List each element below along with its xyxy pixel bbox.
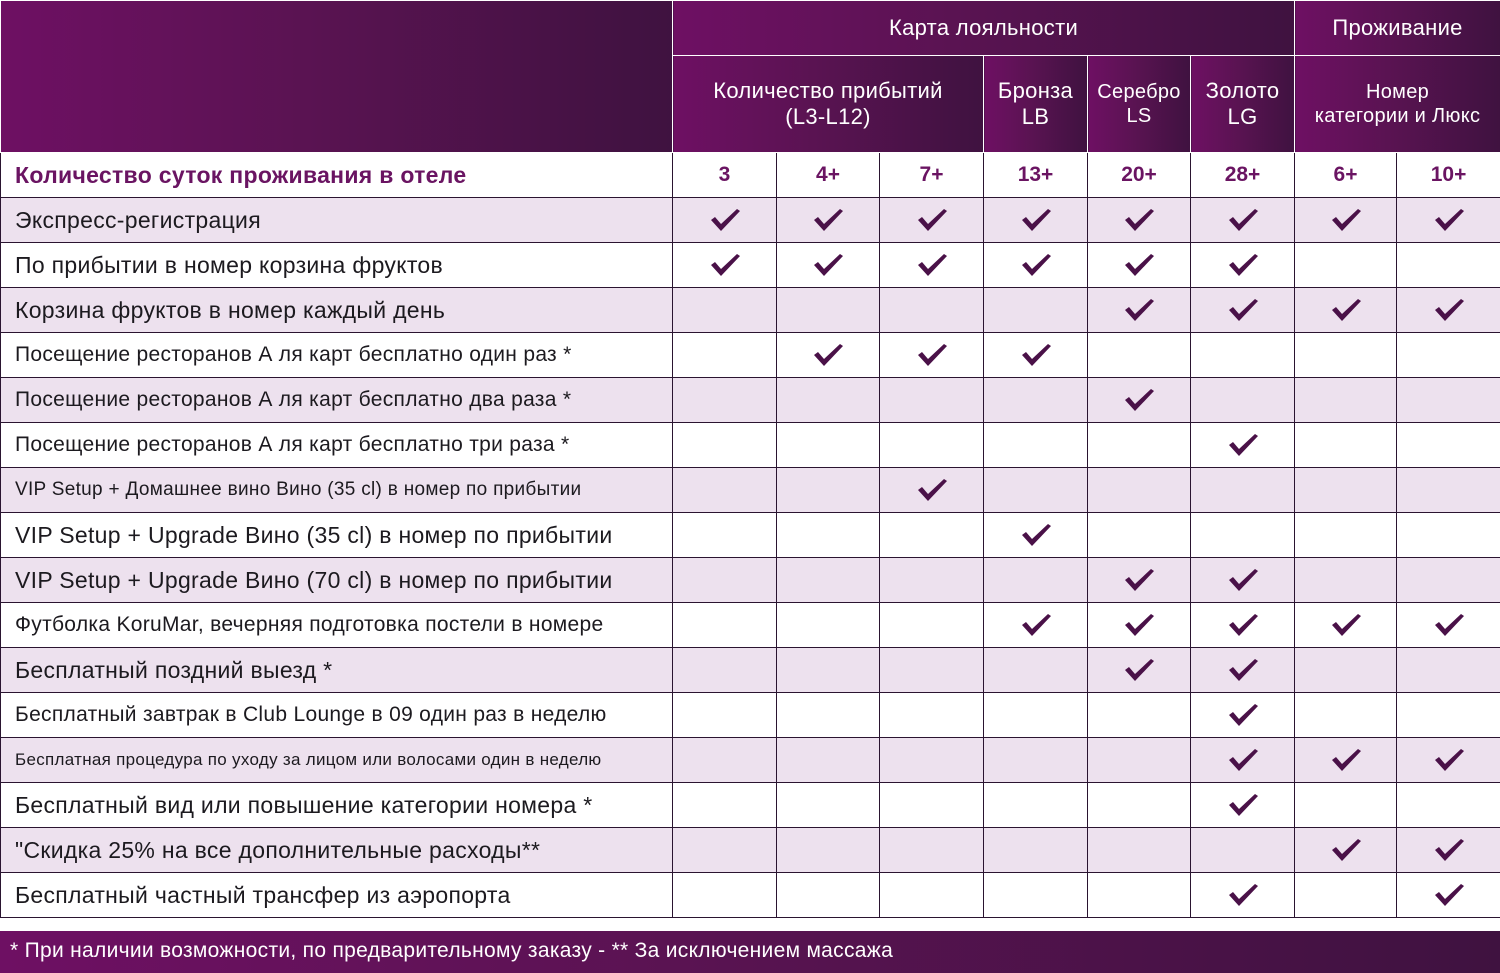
benefit-cell [984, 738, 1088, 783]
nights-value: 3 [673, 153, 777, 198]
header-arrivals-line2: (L3-L12) [785, 104, 871, 129]
table-row [1, 648, 1500, 693]
benefit-cell [1397, 513, 1500, 558]
check-icon [1123, 297, 1155, 323]
benefit-label: По прибытии в номер корзина фруктов [1, 243, 673, 288]
benefit-cell [777, 603, 880, 648]
benefit-cell [673, 288, 777, 333]
benefit-cell [1397, 333, 1500, 378]
check-icon [1433, 612, 1465, 638]
header-gold-line1: Золото [1205, 78, 1280, 103]
benefit-label: Бесплатный поздний выезд * [1, 648, 673, 693]
benefit-label: Корзина фруктов в номер каждый день [1, 288, 673, 333]
benefit-cell [880, 333, 984, 378]
benefit-cell [777, 738, 880, 783]
benefit-cell [673, 693, 777, 738]
table-row [1, 198, 1500, 243]
check-icon [1330, 297, 1362, 323]
nights-value: 6+ [1295, 153, 1397, 198]
benefit-cell [1295, 333, 1397, 378]
benefit-cell [1191, 288, 1295, 333]
header-bronze-line1: Бронза [997, 78, 1074, 103]
benefit-cell [673, 423, 777, 468]
benefit-cell [984, 288, 1088, 333]
benefit-cell [1088, 468, 1191, 513]
benefit-cell [984, 693, 1088, 738]
benefit-cell [1191, 333, 1295, 378]
benefit-cell [1191, 198, 1295, 243]
benefit-cell [880, 468, 984, 513]
benefit-cell [1191, 783, 1295, 828]
benefit-cell [673, 828, 777, 873]
benefit-cell [673, 333, 777, 378]
benefit-cell [777, 288, 880, 333]
benefit-cell [1088, 333, 1191, 378]
benefit-cell [1088, 648, 1191, 693]
benefit-cell [880, 693, 984, 738]
benefit-cell [777, 693, 880, 738]
benefit-cell [1397, 468, 1500, 513]
benefit-cell [777, 828, 880, 873]
benefit-cell [1191, 738, 1295, 783]
benefit-cell [1397, 288, 1500, 333]
benefit-label: Футболка KoruMar, вечерняя подготовка постели в номере [1, 603, 673, 648]
benefit-cell [1191, 558, 1295, 603]
nights-label: Количество суток проживания в отеле [1, 153, 673, 198]
benefit-cell [984, 783, 1088, 828]
benefit-label: VIP Setup + Домашнее вино Вино (35 cl) в номер по прибытии [1, 468, 673, 513]
benefit-label: Посещение ресторанов А ля карт бесплатно два раза * [1, 378, 673, 423]
benefit-cell [673, 243, 777, 288]
header-stay-group: Проживание [1295, 1, 1500, 56]
header-room-category [1295, 56, 1500, 153]
benefit-cell [1088, 198, 1191, 243]
check-icon [1227, 792, 1259, 818]
check-icon [1123, 207, 1155, 233]
benefit-cell [880, 873, 984, 918]
benefit-cell [777, 873, 880, 918]
benefit-cell [1397, 423, 1500, 468]
benefit-cell [984, 468, 1088, 513]
benefit-label: Посещение ресторанов А ля карт бесплатно три раза * [1, 423, 673, 468]
check-icon [1227, 207, 1259, 233]
table-row [1, 558, 1500, 603]
check-icon [812, 342, 844, 368]
check-icon [1227, 612, 1259, 638]
benefit-label: VIP Setup + Upgrade Вино (35 cl) в номер по прибытии [1, 513, 673, 558]
benefit-cell [1191, 648, 1295, 693]
benefit-cell [1191, 513, 1295, 558]
check-icon [1330, 837, 1362, 863]
check-icon [1227, 702, 1259, 728]
header-loyalty-group: Карта лояльности [673, 1, 1295, 56]
benefit-cell [1191, 828, 1295, 873]
table-row [1, 603, 1500, 648]
nights-value: 20+ [1088, 153, 1191, 198]
benefit-cell [1295, 378, 1397, 423]
benefit-cell [1191, 423, 1295, 468]
benefit-cell [1191, 603, 1295, 648]
check-icon [1433, 207, 1465, 233]
check-icon [1123, 612, 1155, 638]
benefit-cell [984, 378, 1088, 423]
check-icon [1123, 567, 1155, 593]
benefit-cell [880, 243, 984, 288]
check-icon [916, 207, 948, 233]
benefit-cell [1088, 378, 1191, 423]
benefit-cell [1397, 558, 1500, 603]
benefit-cell [1397, 693, 1500, 738]
benefit-cell [777, 198, 880, 243]
benefit-cell [1295, 783, 1397, 828]
header-silver-line2: LS [1126, 105, 1152, 127]
benefit-cell [880, 513, 984, 558]
header-row-groups [1, 1, 1500, 56]
benefit-cell [673, 198, 777, 243]
benefit-cell [1397, 603, 1500, 648]
check-icon [1433, 297, 1465, 323]
benefit-cell [1397, 378, 1500, 423]
benefit-cell [1397, 198, 1500, 243]
benefit-cell [984, 603, 1088, 648]
check-icon [1227, 882, 1259, 908]
table-row [1, 873, 1500, 918]
benefit-cell [673, 558, 777, 603]
benefit-cell [777, 243, 880, 288]
check-icon [1123, 387, 1155, 413]
benefit-cell [1397, 783, 1500, 828]
benefit-cell [673, 738, 777, 783]
benefit-cell [984, 558, 1088, 603]
check-icon [709, 207, 741, 233]
benefit-cell [673, 873, 777, 918]
header-silver [1088, 56, 1191, 153]
benefit-cell [1397, 648, 1500, 693]
benefit-cell [1295, 873, 1397, 918]
benefit-cell [1295, 603, 1397, 648]
nights-value: 13+ [984, 153, 1088, 198]
benefit-cell [1088, 828, 1191, 873]
benefit-cell [1295, 648, 1397, 693]
check-icon [916, 477, 948, 503]
benefit-cell [777, 513, 880, 558]
benefit-cell [880, 648, 984, 693]
check-icon [1330, 612, 1362, 638]
header-gold-line2: LG [1227, 104, 1258, 129]
benefit-cell [1295, 693, 1397, 738]
benefit-label: Экспресс-регистрация [1, 198, 673, 243]
check-icon [1433, 837, 1465, 863]
benefit-cell [1088, 558, 1191, 603]
check-icon [1227, 252, 1259, 278]
table-row [1, 828, 1500, 873]
check-icon [1433, 747, 1465, 773]
benefit-cell [880, 783, 984, 828]
benefit-cell [984, 333, 1088, 378]
benefit-label: Посещение ресторанов А ля карт бесплатно один раз * [1, 333, 673, 378]
benefit-cell [1191, 243, 1295, 288]
benefit-cell [1295, 198, 1397, 243]
check-icon [1227, 432, 1259, 458]
nights-row [1, 153, 1500, 198]
benefit-cell [880, 423, 984, 468]
benefit-cell [1397, 243, 1500, 288]
benefit-label: Бесплатный частный трансфер из аэропорта [1, 873, 673, 918]
benefit-cell [673, 783, 777, 828]
check-icon [709, 252, 741, 278]
benefit-label: Бесплатный вид или повышение категории номера * [1, 783, 673, 828]
benefit-cell [1295, 288, 1397, 333]
header-room-line1: Номер [1366, 81, 1430, 103]
benefit-cell [777, 648, 880, 693]
benefit-cell [880, 738, 984, 783]
benefit-cell [777, 333, 880, 378]
benefit-cell [880, 828, 984, 873]
header-corner [1, 1, 673, 153]
benefit-cell [1191, 873, 1295, 918]
benefit-cell [1295, 423, 1397, 468]
benefit-cell [1088, 873, 1191, 918]
table-row [1, 513, 1500, 558]
check-icon [1020, 612, 1052, 638]
check-icon [1020, 252, 1052, 278]
header-bronze-line2: LB [1021, 104, 1050, 129]
benefit-cell [984, 513, 1088, 558]
table-row [1, 333, 1500, 378]
check-icon [1433, 882, 1465, 908]
check-icon [1020, 207, 1052, 233]
benefit-cell [1191, 468, 1295, 513]
benefit-cell [777, 783, 880, 828]
benefit-cell [777, 558, 880, 603]
table-row [1, 378, 1500, 423]
table-row [1, 423, 1500, 468]
benefit-cell [1295, 558, 1397, 603]
benefit-label: Бесплатная процедура по уходу за лицом или волосами один в неделю [1, 738, 673, 783]
check-icon [1227, 567, 1259, 593]
check-icon [916, 342, 948, 368]
header-arrivals [673, 56, 984, 153]
nights-value: 10+ [1397, 153, 1500, 198]
benefit-cell [1088, 693, 1191, 738]
benefit-cell [673, 603, 777, 648]
benefit-cell [1397, 873, 1500, 918]
benefit-cell [880, 603, 984, 648]
benefit-cell [673, 378, 777, 423]
benefit-cell [880, 378, 984, 423]
benefit-cell [1088, 513, 1191, 558]
benefit-cell [984, 423, 1088, 468]
table-row [1, 693, 1500, 738]
benefit-cell [1295, 243, 1397, 288]
nights-value: 4+ [777, 153, 880, 198]
benefit-cell [673, 513, 777, 558]
benefit-label: "Скидка 25% на все дополнительные расходы** [1, 828, 673, 873]
benefit-cell [1088, 423, 1191, 468]
benefit-cell [1295, 468, 1397, 513]
nights-value: 7+ [880, 153, 984, 198]
header-gold [1191, 56, 1295, 153]
benefit-cell [1191, 693, 1295, 738]
header-room-line2: категории и Люкс [1314, 105, 1481, 127]
benefit-cell [1295, 513, 1397, 558]
check-icon [1020, 342, 1052, 368]
check-icon [1330, 747, 1362, 773]
footer-note: * При наличии возможности, по предварительному заказу - ** За исключением массажа [0, 931, 1500, 973]
check-icon [1227, 747, 1259, 773]
benefit-cell [1295, 738, 1397, 783]
table-row [1, 783, 1500, 828]
benefit-cell [777, 468, 880, 513]
check-icon [1123, 252, 1155, 278]
benefit-label: VIP Setup + Upgrade Вино (70 cl) в номер по прибытии [1, 558, 673, 603]
header-bronze [984, 56, 1088, 153]
check-icon [916, 252, 948, 278]
benefit-cell [984, 648, 1088, 693]
check-icon [1330, 207, 1362, 233]
check-icon [812, 207, 844, 233]
benefit-cell [880, 198, 984, 243]
header-silver-line1: Серебро [1097, 81, 1181, 103]
table-row [1, 738, 1500, 783]
check-icon [1123, 657, 1155, 683]
benefit-cell [1191, 378, 1295, 423]
benefit-cell [984, 198, 1088, 243]
benefit-cell [984, 828, 1088, 873]
table-row [1, 243, 1500, 288]
header-arrivals-line1: Количество прибытий [713, 78, 943, 103]
benefit-cell [673, 468, 777, 513]
table-row [1, 468, 1500, 513]
benefit-cell [1397, 738, 1500, 783]
benefit-cell [1088, 738, 1191, 783]
benefit-cell [984, 873, 1088, 918]
benefit-cell [1088, 288, 1191, 333]
benefit-cell [777, 423, 880, 468]
nights-value: 28+ [1191, 153, 1295, 198]
benefit-cell [673, 648, 777, 693]
benefit-cell [1088, 243, 1191, 288]
benefit-cell [880, 288, 984, 333]
benefit-rows [1, 198, 1500, 918]
benefit-cell [1088, 603, 1191, 648]
check-icon [812, 252, 844, 278]
check-icon [1020, 522, 1052, 548]
benefit-cell [880, 558, 984, 603]
table-row [1, 288, 1500, 333]
check-icon [1227, 657, 1259, 683]
benefit-cell [1397, 828, 1500, 873]
benefit-cell [984, 243, 1088, 288]
benefit-cell [1295, 828, 1397, 873]
check-icon [1227, 297, 1259, 323]
benefit-label: Бесплатный завтрак в Club Lounge в 09 один раз в неделю [1, 693, 673, 738]
benefit-cell [777, 378, 880, 423]
benefit-cell [1088, 783, 1191, 828]
